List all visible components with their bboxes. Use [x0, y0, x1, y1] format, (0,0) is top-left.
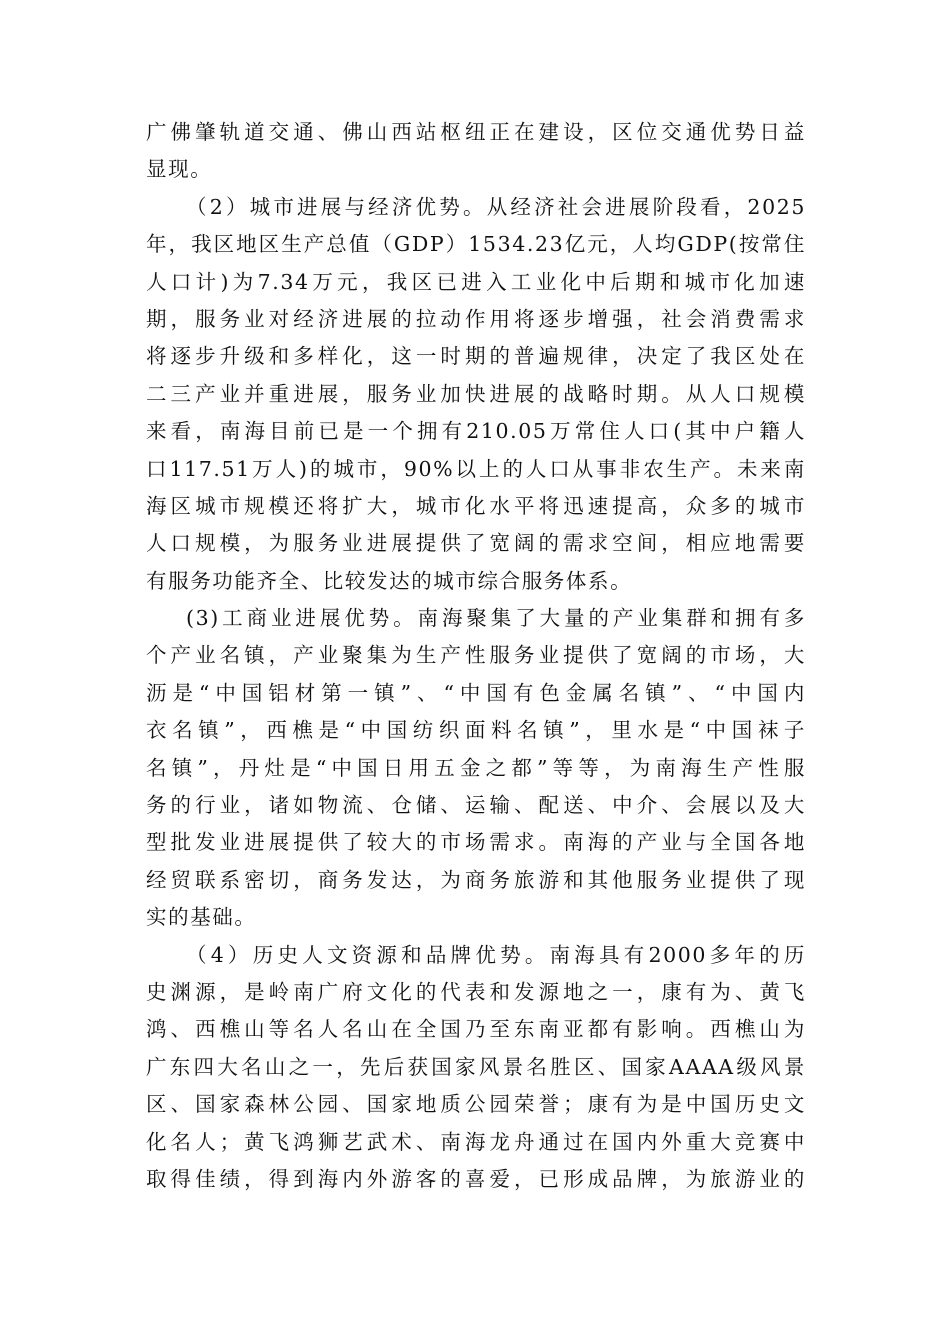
text-line: 型批发业进展提供了较大的市场需求。南海的产业与全国各地	[146, 830, 806, 855]
text-line: 鸿、西樵山等名人名山在全国乃至东南亚都有影响。西樵山为	[146, 1017, 806, 1042]
text-line: 广佛肇轨道交通、佛山西站枢纽正在建设，区位交通优势日益	[146, 120, 806, 144]
paragraph-urban-economy	[146, 189, 806, 600]
text-line: 区、国家森林公园、国家地质公园荣誉；康有为是中国历史文	[146, 1092, 806, 1117]
text-line: （4）历史人文资源和品牌优势。南海具有2000多年的历	[186, 942, 806, 967]
paragraph-continuation	[146, 114, 806, 189]
text-line: 人口规模，为服务业进展提供了宽阔的需求空间，相应地需要	[146, 531, 806, 556]
text-line: 名镇”，丹灶是“中国日用五金之都”等等，为南海生产性服	[146, 755, 806, 780]
text-line: 海区城市规模还将扩大，城市化水平将迅速提高，众多的城市	[146, 493, 806, 518]
text-line: 来看，南海目前已是一个拥有210.05万常住人口(其中户籍人	[146, 419, 806, 444]
text-line: 有服务功能齐全、比较发达的城市综合服务体系。	[146, 568, 633, 593]
text-line: 广东四大名山之一，先后获国家风景名胜区、国家AAAA级风景	[146, 1054, 806, 1079]
text-line: 务的行业，诸如物流、仓储、运输、配送、中介、会展以及大	[146, 793, 806, 818]
text-line: 人口计)为7.34万元，我区已进入工业化中后期和城市化加速	[146, 269, 806, 294]
text-line: 史渊源，是岭南广府文化的代表和发源地之一，康有为、黄飞	[146, 979, 806, 1004]
text-line: 年，我区地区生产总值（GDP）1534.23亿元，人均GDP(按常住	[146, 232, 806, 257]
text-line: (3)工商业进展优势。南海聚集了大量的产业集群和拥有多	[186, 606, 806, 631]
text-line: 期，服务业对经济进展的拉动作用将逐步增强，社会消费需求	[146, 306, 806, 331]
text-line: 沥是“中国铝材第一镇”、“中国有色金属名镇”、“中国内	[146, 680, 806, 705]
text-line: （2）城市进展与经济优势。从经济社会进展阶段看，2025	[186, 194, 806, 219]
text-line: 个产业名镇，产业聚集为生产性服务业提供了宽阔的市场，大	[146, 643, 806, 668]
body-text	[146, 114, 806, 1198]
text-line: 取得佳绩，得到海内外游客的喜爱，已形成品牌，为旅游业的	[146, 1166, 806, 1191]
text-line: 经贸联系密切，商务发达，为商务旅游和其他服务业提供了现	[146, 867, 806, 892]
text-line: 衣名镇”，西樵是“中国纺织面料名镇”，里水是“中国袜子	[146, 718, 806, 743]
paragraph-history-culture	[146, 937, 806, 1199]
text-line: 实的基础。	[146, 905, 257, 930]
text-line: 化名人；黄飞鸿狮艺武术、南海龙舟通过在国内外重大竞赛中	[146, 1129, 806, 1154]
text-line: 显现。	[146, 157, 213, 182]
paragraph-industry-commerce	[146, 600, 806, 937]
text-line: 二三产业并重进展，服务业加快进展的战略时期。从人口规模	[146, 381, 806, 406]
text-line: 口117.51万人)的城市，90%以上的人口从事非农生产。未来南	[146, 456, 806, 481]
text-line: 将逐步升级和多样化，这一时期的普遍规律，决定了我区处在	[146, 344, 806, 369]
